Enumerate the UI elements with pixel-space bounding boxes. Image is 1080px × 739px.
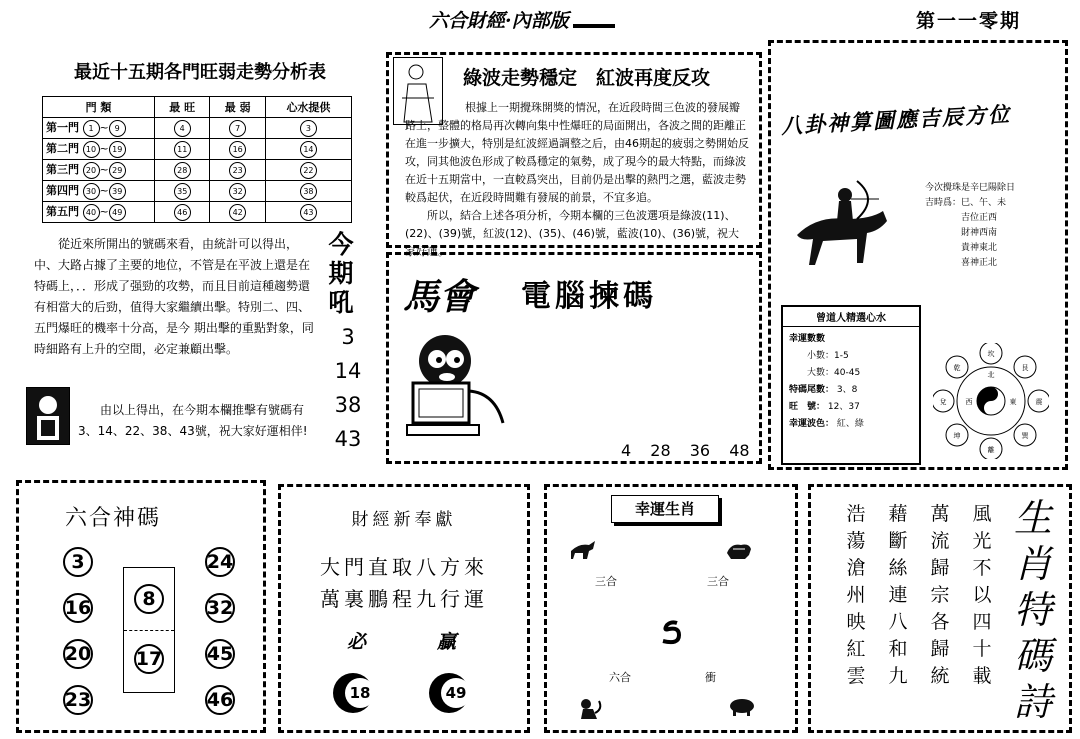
- hot-number: 35: [174, 183, 191, 200]
- range-end: 19: [109, 141, 126, 158]
- archer-horse-image: [787, 175, 897, 271]
- trend-conclusion: 由以上得出，在今期本欄推擊有號碼有3、14、22、38、43號，祝大家好運相伴!: [78, 403, 308, 438]
- hot-number: 4: [174, 120, 191, 137]
- pig-zodiac-icon: [727, 695, 757, 717]
- poem-char: 連: [888, 584, 908, 606]
- fortune-line: 喜神正北: [961, 258, 998, 268]
- trend-title: 最近十五期各門旺弱走勢分析表: [74, 62, 326, 83]
- fortune-line: 今次攪珠是辛巳陽除日: [925, 183, 1016, 193]
- bagua-trigram-label: 坎: [987, 350, 995, 358]
- table-row: 第一門 1 ~ 9 4 7 3: [43, 118, 352, 139]
- pick-number: 48: [729, 441, 750, 460]
- pick-number: 3: [300, 120, 317, 137]
- tips-value: 紅、綠: [836, 419, 864, 429]
- tips-label: 大數：: [807, 368, 835, 378]
- range-start: 20: [83, 162, 100, 179]
- gate-name: 第四門: [46, 184, 79, 197]
- bagua-trigram-label: 乾: [953, 364, 961, 372]
- poem-char: 流: [930, 530, 950, 552]
- brand-title: 六合財經·內部版: [425, 10, 573, 32]
- poem-char: 光: [972, 530, 992, 552]
- fortune-line: 貴神東北: [961, 243, 998, 253]
- computer-pick-section: [386, 252, 762, 464]
- range-end: 9: [109, 120, 126, 137]
- monkey-zodiac-icon: [577, 697, 603, 721]
- snake-zodiac-icon: [657, 619, 685, 647]
- tips-label: 幸運波色：: [789, 419, 835, 429]
- roar-number: 14: [334, 359, 362, 383]
- pick-number: 38: [300, 183, 317, 200]
- hot-number: 11: [174, 141, 191, 158]
- col-header: 最 弱: [210, 97, 265, 118]
- wave-paragraph: 根據上一期攪珠開獎的情況，在近段時間三色波的發展瓣路上，整體的格局再次轉向集中性爆旺的局面開出，各波之間的距離正在進一步擴大，特別是紅波經過調整之后，由46期起的疲弱之勢開始反攻，同其他波色形成了較爲穩定的氣勢，成了現今的最大特點，而綠波在近十五期當中，一直較爲突出，目前仍是出擊的熱門之選，藍波走勢較爲起伏，在近段時間難有發展的前景，不宜多追。: [405, 101, 749, 204]
- tips-value: 40-45: [834, 368, 861, 378]
- bi-label: 必: [347, 631, 367, 653]
- lucky-zodiac-title: 幸運生肖: [611, 495, 719, 523]
- zodiac-relation-label: 衝: [705, 671, 716, 684]
- tips-card-title: 曾道人精選心水: [783, 307, 919, 327]
- gate-name: 第二門: [46, 142, 79, 155]
- gate-name: 第一門: [46, 121, 79, 134]
- range-start: 10: [83, 141, 100, 158]
- wave-conclusion: 所以，結合上述各項分析，今期本欄的三色波選項是綠波(11)、(22)、(39)號，紅波(12)、(35)、(46)號，藍波(10)、(36)號，祝大家好運。: [405, 209, 740, 258]
- bagua-center-label: 北: [987, 371, 995, 379]
- special-code-box: [123, 567, 175, 693]
- gate-name: 第五門: [46, 205, 79, 218]
- ying-label: 贏: [437, 631, 457, 653]
- roar-title: 今期吼: [328, 230, 354, 317]
- poem-char: 統: [930, 665, 950, 687]
- win-ball: [333, 673, 373, 713]
- win-ball-number: 18: [345, 678, 375, 708]
- pick-number: 22: [300, 162, 317, 179]
- roar-number: 38: [334, 393, 362, 417]
- poem-char: 十: [972, 638, 992, 660]
- range-end: 29: [109, 162, 126, 179]
- cold-number: 7: [229, 120, 246, 137]
- bagua-trigram-label: 離: [987, 446, 995, 454]
- poem-char: 藉: [888, 503, 908, 525]
- code-ball: 17: [134, 644, 164, 674]
- poem-column: [925, 501, 955, 690]
- bagua-trigram-label: 艮: [1021, 364, 1029, 372]
- poem-char: 映: [846, 611, 866, 633]
- range-start: 30: [83, 183, 100, 200]
- poem-column: [841, 501, 871, 690]
- bagua-wheel-image: [933, 343, 1049, 459]
- poem-char: 和: [888, 638, 908, 660]
- gate-name: 第三門: [46, 163, 79, 176]
- poem-char: 不: [972, 557, 992, 579]
- pick-number: 43: [300, 204, 317, 221]
- poem-char: 紅: [846, 638, 866, 660]
- roar-number: 3: [341, 325, 355, 349]
- god-code-section: [16, 480, 266, 733]
- hot-number: 46: [174, 204, 191, 221]
- poem-char: 宗: [930, 584, 950, 606]
- poem-column: [967, 501, 997, 690]
- zodiac-relation-label: 三合: [707, 575, 729, 588]
- cold-number: 42: [229, 204, 246, 221]
- fortune-line: 吉時爲：巳、午、未: [925, 198, 1007, 208]
- fortune-lines: [925, 181, 1065, 271]
- pick-number: 36: [689, 441, 711, 460]
- poem-column: [883, 501, 913, 690]
- pick-number: 14: [300, 141, 317, 158]
- wave-title: 綠波走勢穩定 紅波再度反攻: [463, 67, 711, 89]
- finance-section: [278, 484, 530, 733]
- table-row: 第四門 30 ~ 39 35 32 38: [43, 181, 352, 202]
- zodiac-relation-label: 三合: [595, 575, 617, 588]
- pick-number: 28: [650, 441, 671, 460]
- tips-label: 幸運數數: [789, 334, 826, 344]
- buddha-image: [26, 387, 70, 445]
- tips-value: 1-5: [834, 351, 849, 361]
- fortune-line: 吉位正西: [961, 213, 998, 223]
- table-row: 第五門 40 ~ 49 46 42 43: [43, 202, 352, 223]
- poem-char: 斷: [888, 530, 908, 552]
- cold-number: 16: [229, 141, 246, 158]
- computer-pick-headline: 電腦揀碼: [521, 279, 657, 314]
- col-header: 門 類: [43, 97, 155, 118]
- horse-zodiac-icon: [569, 539, 597, 561]
- table-row: 第二門 10 ~ 19 11 16 14: [43, 139, 352, 160]
- cold-number: 32: [229, 183, 246, 200]
- range-end: 39: [109, 183, 126, 200]
- win-ball: [429, 673, 469, 713]
- finance-line-2: 萬裏鵬程九行運: [320, 587, 488, 611]
- bagua-trigram-label: 震: [1035, 398, 1043, 406]
- poem-char: 風: [972, 503, 992, 525]
- code-ball: 20: [63, 639, 93, 669]
- fortune-line: 財神西南: [961, 228, 998, 238]
- horse-label: 馬會: [403, 277, 476, 318]
- fortune-title: 八卦神算圖應吉辰方位: [780, 101, 1012, 139]
- poem-char: 以: [972, 584, 992, 606]
- tips-value: 12、37: [827, 402, 860, 412]
- hot-number: 28: [174, 162, 191, 179]
- range-start: 40: [83, 204, 100, 221]
- computer-pick-numbers: [621, 441, 750, 460]
- code-ball: 46: [205, 685, 235, 715]
- tips-label: 特碼尾數：: [789, 385, 835, 395]
- lucky-zodiac-section: [544, 484, 798, 733]
- range-end: 49: [109, 204, 126, 221]
- poem-char: 八: [888, 611, 908, 633]
- col-header: 最 旺: [155, 97, 210, 118]
- win-ball-number: 49: [441, 678, 471, 708]
- wave-section: [386, 52, 762, 258]
- fortune-section: [768, 40, 1068, 470]
- code-ball: 45: [205, 639, 235, 669]
- code-ball: 24: [205, 547, 235, 577]
- cold-number: 23: [229, 162, 246, 179]
- poem-char: 絲: [888, 557, 908, 579]
- brand-banner: [425, 6, 615, 36]
- poem-char: 萬: [930, 503, 950, 525]
- col-header: 心水提供: [265, 97, 351, 118]
- zodiac-relation-label: 六合: [609, 671, 631, 684]
- poem-title: 生肖特碼詩: [1013, 496, 1052, 724]
- bagua-trigram-label: 坤: [953, 432, 961, 440]
- roar-number: 43: [334, 427, 362, 451]
- bagua-center-label: 東: [1009, 398, 1017, 406]
- roar-numbers: [326, 320, 370, 456]
- poem-char: 四: [972, 611, 992, 633]
- trend-section: [30, 50, 370, 470]
- issue-number: 第一一零期: [916, 10, 1022, 32]
- cartoon-computer-image: [399, 331, 519, 441]
- poem-char: 浩: [846, 503, 866, 525]
- trend-table: [42, 96, 352, 223]
- tips-value: 3、8: [836, 385, 858, 395]
- bagua-trigram-label: 兌: [939, 398, 947, 406]
- code-ball: 8: [134, 584, 164, 614]
- finance-line-1: 大門直取八方來: [320, 555, 488, 579]
- poem-char: 雲: [846, 665, 866, 687]
- bagua-center-label: 西: [965, 398, 973, 406]
- code-ball: 32: [205, 593, 235, 623]
- poem-section: [808, 484, 1072, 733]
- poem-char: 蕩: [846, 530, 866, 552]
- trend-paragraph: 從近來所開出的號碼來看，由統計可以得出，中、大路占據了主要的地位，不管是在平波上還是在特碼上，．．形成了强勁的攻勢，而且目前這種趨勢還有相當大的后勁，值得大家繼續出擊。特別二、四、五門爆旺的機率十分高，是今 期出擊的重點對象，同時細路有上升的空間，必定兼顧出擊。: [34, 237, 314, 356]
- god-code-title: 六合神碼: [65, 506, 162, 531]
- poem-char: 滄: [846, 557, 866, 579]
- poem-char: 州: [846, 584, 866, 606]
- tips-label: 小數：: [807, 351, 835, 361]
- pick-number: 4: [621, 441, 632, 460]
- range-start: 1: [83, 120, 100, 137]
- tiger-zodiac-icon: [725, 539, 753, 561]
- code-ball: 3: [63, 547, 93, 577]
- poem-char: 歸: [930, 557, 950, 579]
- bagua-trigram-label: 巽: [1021, 432, 1029, 440]
- poem-char: 歸: [930, 638, 950, 660]
- poem-char: 各: [930, 611, 950, 633]
- poem-char: 九: [888, 665, 908, 687]
- table-row: 第三門 20 ~ 29 28 23 22: [43, 160, 352, 181]
- finance-title: 財經新奉獻: [351, 510, 457, 530]
- code-ball: 16: [63, 593, 93, 623]
- tips-label: 旺 號：: [789, 402, 826, 412]
- tips-card: [781, 305, 921, 465]
- poem-char: 載: [972, 665, 992, 687]
- code-ball: 23: [63, 685, 93, 715]
